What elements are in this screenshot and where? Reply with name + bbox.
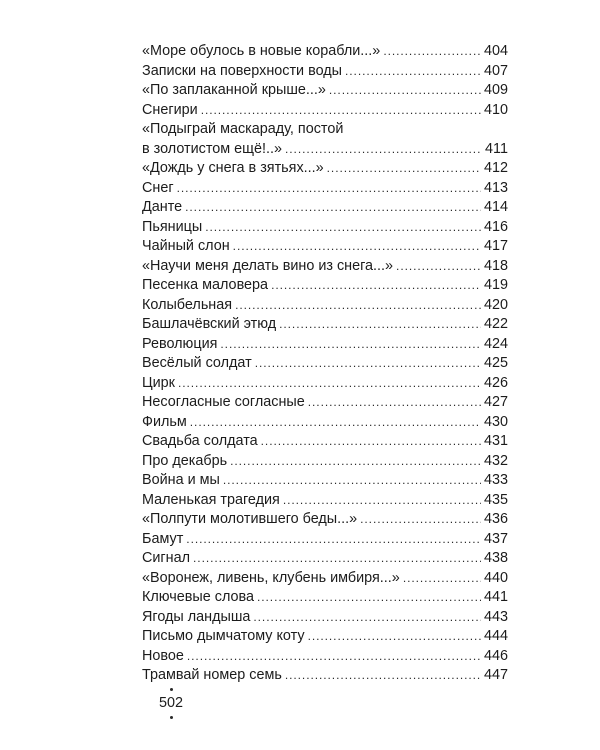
toc-dot-leader — [253, 608, 481, 628]
toc-dot-leader — [233, 237, 481, 257]
toc-dot-leader — [257, 588, 481, 608]
toc-dot-leader — [261, 432, 481, 452]
toc-entry-title: «Подыграй маскараду, постой — [142, 121, 344, 137]
toc-entry-page: 441 — [483, 589, 508, 605]
toc-entry-title: Революция — [142, 335, 218, 352]
toc-dot-leader — [283, 491, 481, 511]
toc-entry-title: Сигнал — [142, 550, 191, 566]
toc-entry-page: 433 — [483, 472, 508, 488]
toc-entry-page: 420 — [483, 296, 508, 313]
toc-entry-page: 440 — [483, 569, 508, 586]
toc-entry — [142, 296, 508, 316]
toc-dot-leader — [396, 257, 481, 277]
toc-entry-page: 419 — [483, 277, 508, 293]
toc-entry-title: Ключевые слова — [142, 589, 254, 605]
toc-entry-page: 431 — [483, 433, 508, 449]
toc-entry-title: Чайный слон — [142, 238, 230, 254]
toc-entry-title: Фильм — [142, 413, 187, 430]
toc-entry — [142, 62, 508, 82]
toc-entry-title: «По заплаканной крыше...» — [142, 82, 326, 98]
toc-entry-page: 404 — [483, 43, 508, 59]
toc-dot-leader — [329, 81, 481, 101]
toc-entry-page: 407 — [483, 62, 508, 79]
toc-dot-leader — [403, 569, 481, 589]
toc-entry — [142, 413, 508, 433]
toc-entry-title: Война и мы — [142, 472, 220, 488]
folio-ornament-dot — [170, 716, 173, 719]
toc-entry — [142, 315, 508, 335]
table-of-contents — [142, 42, 508, 686]
toc-entry-page: 446 — [483, 647, 508, 664]
toc-entry-title: «Дождь у снега в зятьях...» — [142, 160, 324, 176]
toc-entry-page: 425 — [483, 355, 508, 371]
toc-entry — [142, 257, 508, 277]
page-number: 502 — [159, 695, 184, 711]
toc-entry-title: Пьяницы — [142, 218, 203, 235]
toc-entry — [142, 276, 508, 296]
toc-entry-title: «Полпути молотившего беды...» — [142, 511, 358, 527]
toc-entry-title: Данте — [142, 199, 183, 215]
toc-dot-leader — [230, 452, 481, 472]
toc-entry-title: Ягоды ландыша — [142, 608, 251, 625]
toc-entry — [142, 140, 508, 160]
toc-entry-page: 438 — [483, 550, 508, 566]
toc-entry-page: 412 — [483, 160, 508, 176]
toc-entry-title: Цирк — [142, 374, 175, 391]
toc-dot-leader — [285, 140, 482, 160]
toc-entry-page: 427 — [483, 394, 508, 410]
toc-dot-leader — [308, 627, 481, 647]
toc-entry-page: 414 — [483, 199, 508, 215]
toc-dot-leader — [327, 159, 481, 179]
toc-entry — [142, 354, 508, 374]
toc-entry — [142, 335, 508, 355]
toc-entry — [142, 81, 508, 101]
toc-entry-page: 426 — [483, 374, 508, 391]
toc-dot-leader — [201, 101, 481, 121]
toc-entry — [142, 491, 508, 511]
toc-entry-page: 444 — [483, 628, 508, 644]
toc-dot-leader — [187, 647, 481, 667]
toc-entry — [142, 510, 508, 530]
toc-dot-leader — [178, 374, 481, 394]
toc-entry — [142, 530, 508, 550]
toc-entry-page: 435 — [483, 491, 508, 508]
toc-entry-page: 443 — [483, 608, 508, 625]
toc-entry-title: Песенка маловера — [142, 277, 269, 293]
toc-entry-page: 410 — [483, 101, 508, 118]
toc-dot-leader — [271, 276, 481, 296]
toc-entry — [142, 374, 508, 394]
toc-entry-title: Несогласные согласные — [142, 394, 305, 410]
toc-entry — [142, 393, 508, 413]
toc-dot-leader — [345, 62, 481, 82]
toc-entry — [142, 666, 508, 686]
toc-entry-page: 418 — [483, 257, 508, 274]
toc-dot-leader — [190, 413, 481, 433]
toc-dot-leader — [193, 549, 481, 569]
toc-entry-title: Весёлый солдат — [142, 355, 252, 371]
folio-ornament-dot — [170, 688, 173, 691]
toc-dot-leader — [186, 530, 481, 550]
toc-entry-title: Письмо дымчатому коту — [142, 628, 305, 644]
toc-entry-page: 437 — [483, 530, 508, 547]
toc-entry-title: Про декабрь — [142, 452, 228, 469]
toc-entry-page: 432 — [483, 452, 508, 469]
toc-entry-title: Снег — [142, 179, 174, 196]
toc-entry-page: 447 — [483, 667, 508, 683]
toc-entry-title: Записки на поверхности воды — [142, 62, 343, 79]
toc-entry — [142, 647, 508, 667]
toc-dot-leader — [185, 198, 481, 218]
toc-entry — [142, 237, 508, 257]
toc-entry-title: Маленькая трагедия — [142, 491, 280, 508]
toc-entry-page: 417 — [483, 238, 508, 254]
toc-entry — [142, 42, 508, 62]
toc-entry-page: 436 — [483, 511, 508, 527]
toc-dot-leader — [220, 335, 481, 355]
toc-dot-leader — [235, 296, 481, 316]
toc-entry-page: 411 — [485, 140, 508, 157]
toc-entry — [142, 101, 508, 121]
toc-entry-page: 413 — [483, 179, 508, 196]
toc-entry — [142, 198, 508, 218]
toc-entry-title: в золотистом ещё!..» — [142, 140, 283, 157]
toc-entry — [142, 179, 508, 199]
toc-entry-title: Башлачёвский этюд — [142, 316, 277, 332]
toc-entry — [142, 120, 508, 140]
toc-entry — [142, 159, 508, 179]
toc-entry-page: 424 — [483, 335, 508, 352]
toc-entry-title: «Море обулось в новые корабли...» — [142, 43, 381, 59]
toc-entry-title: Снегири — [142, 101, 198, 118]
toc-entry — [142, 471, 508, 491]
toc-entry-page: 422 — [483, 316, 508, 332]
toc-dot-leader — [360, 510, 481, 530]
toc-entry-title: Трамвай номер семь — [142, 667, 282, 683]
toc-entry — [142, 569, 508, 589]
toc-dot-leader — [308, 393, 481, 413]
toc-entry-title: «Научи меня делать вино из снега...» — [142, 257, 394, 274]
toc-dot-leader — [177, 179, 481, 199]
toc-entry-title: Колыбельная — [142, 296, 233, 313]
toc-dot-leader — [255, 354, 481, 374]
toc-entry — [142, 452, 508, 472]
toc-dot-leader — [279, 315, 481, 335]
toc-entry — [142, 588, 508, 608]
toc-entry-title: «Воронеж, ливень, клубень имбиря...» — [142, 569, 400, 586]
toc-entry-title: Бамут — [142, 530, 184, 547]
toc-entry-page: 416 — [483, 218, 508, 235]
toc-entry-page: 430 — [483, 413, 508, 430]
toc-dot-leader — [223, 471, 481, 491]
toc-entry — [142, 549, 508, 569]
toc-entry-page: 409 — [483, 82, 508, 98]
toc-dot-leader — [285, 666, 481, 686]
toc-entry — [142, 218, 508, 238]
toc-entry — [142, 608, 508, 628]
toc-entry — [142, 627, 508, 647]
toc-dot-leader — [383, 42, 481, 62]
toc-entry — [142, 432, 508, 452]
toc-entry-title: Новое — [142, 647, 184, 664]
toc-entry-title: Свадьба солдата — [142, 433, 258, 449]
toc-dot-leader — [205, 218, 481, 238]
